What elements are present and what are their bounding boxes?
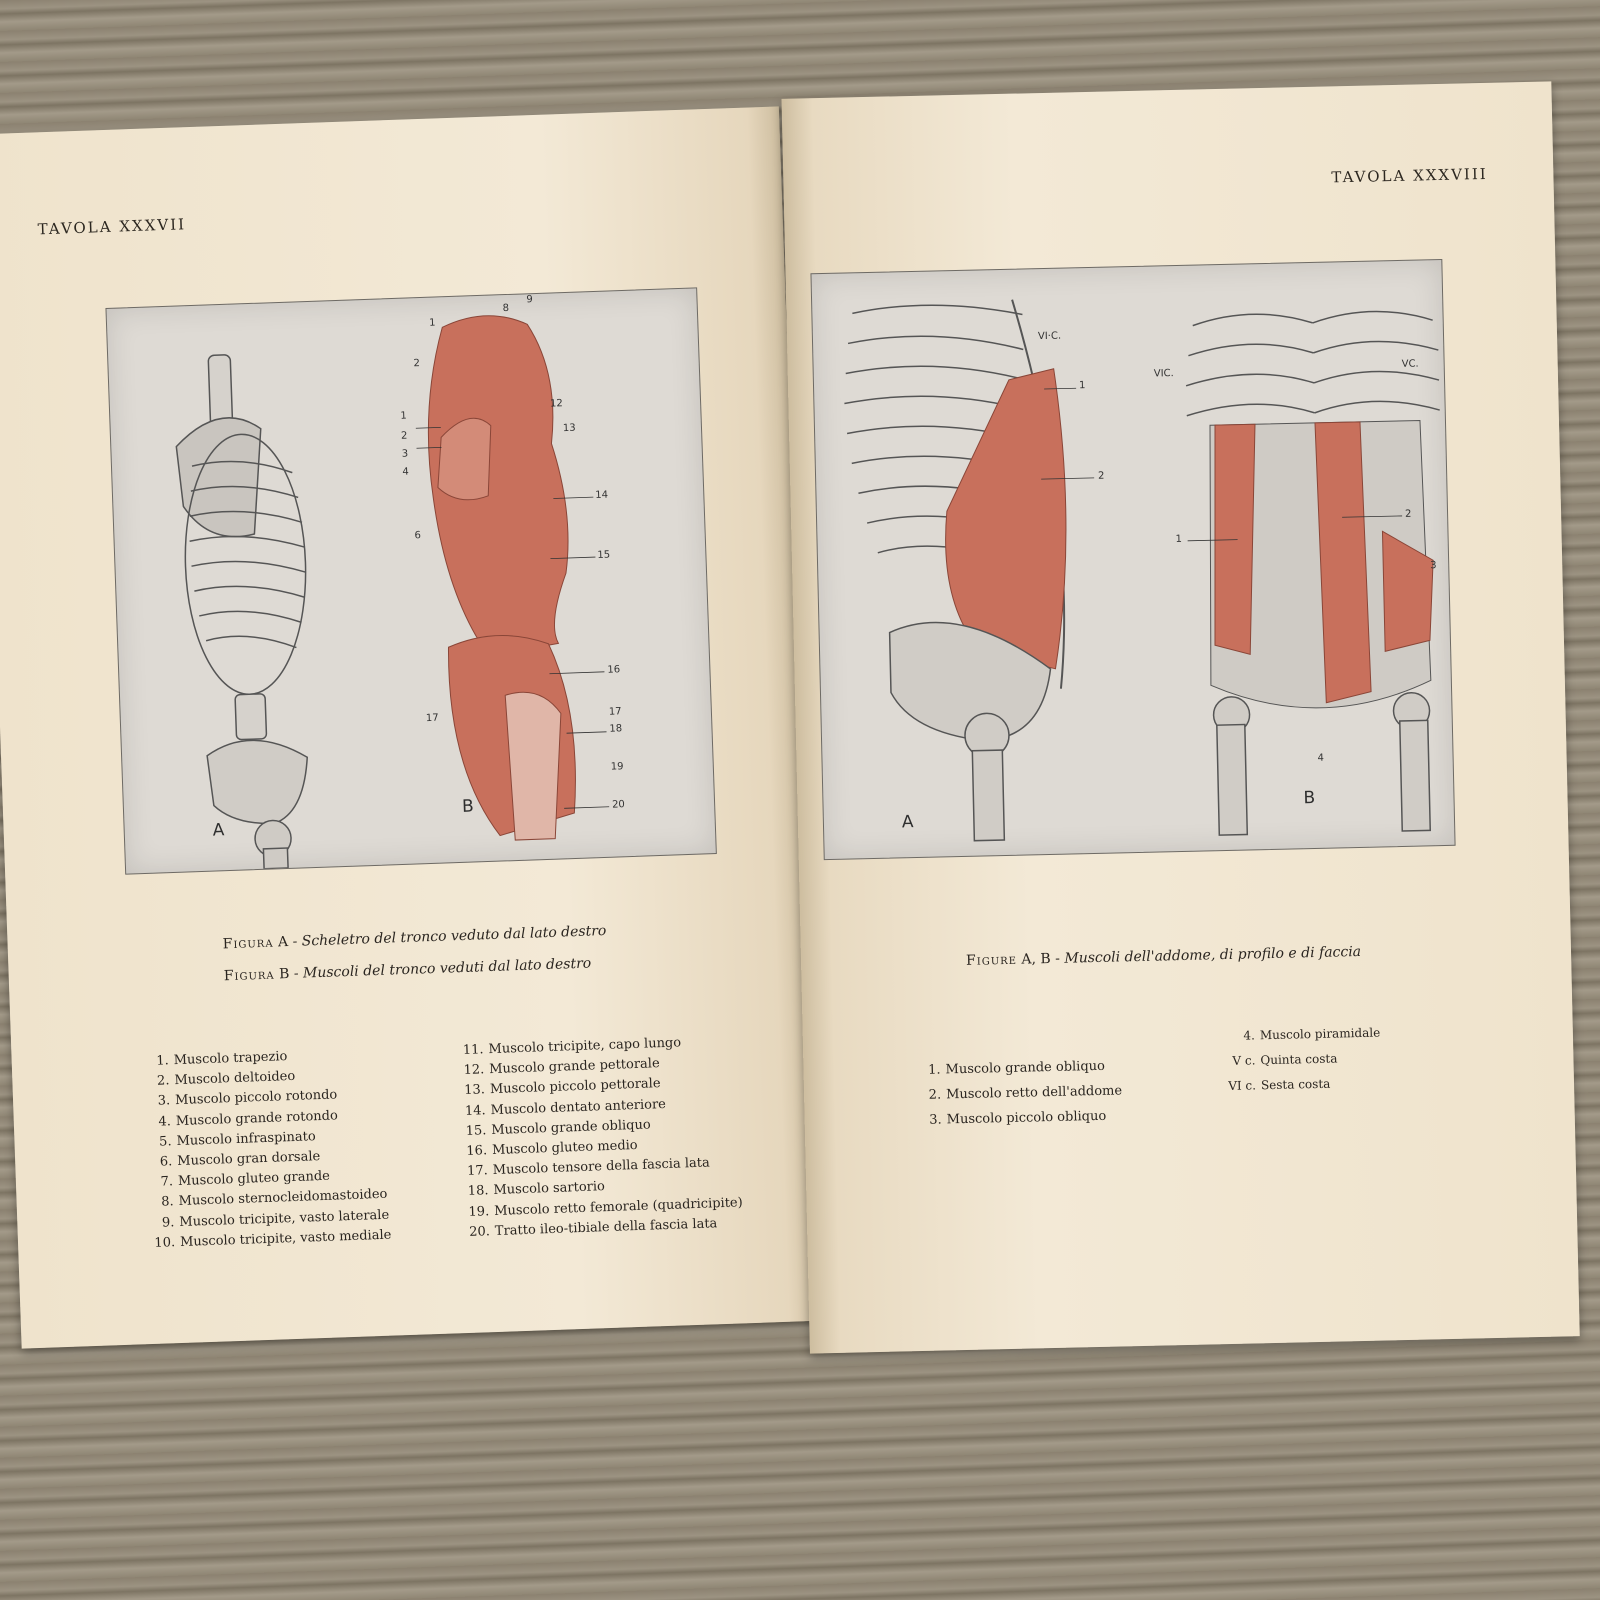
caption-sep: - <box>292 933 298 950</box>
callout-label: 2 <box>1404 508 1412 520</box>
legend-item: 3. Muscolo piccolo obliquo <box>929 1108 1107 1128</box>
legend-column-1 <box>146 1044 391 1254</box>
legend-item: 16. Muscolo gluteo medio <box>466 1137 638 1159</box>
caption-label: Figure <box>965 951 1018 969</box>
legend-item: 10. Muscolo tricipite, vasto mediale <box>154 1227 392 1251</box>
callout-label: VIC. <box>1153 368 1174 380</box>
skeleton-trunk-illustration <box>106 288 715 873</box>
running-head-left: TAVOLA XXXVII <box>37 215 187 239</box>
legend-item: 11. Muscolo tricipite, capo lungo <box>462 1035 682 1059</box>
caption-figures-ab <box>966 944 1361 969</box>
legend-item: VI c. Sesta costa <box>1228 1076 1331 1094</box>
legend-item: 18. Muscolo sartorio <box>467 1179 606 1200</box>
legend-item: 15. Muscolo grande obliquo <box>465 1117 651 1139</box>
figure-letter-a: A <box>901 812 914 833</box>
callout-label: VI·C. <box>1037 330 1062 343</box>
legend-item: 13. Muscolo piccolo pettorale <box>464 1076 661 1099</box>
caption-letter: A <box>277 934 289 951</box>
callout-label: 20 <box>611 799 626 811</box>
callout-label: 4 <box>402 466 409 478</box>
legend-item: 4. Muscolo grande rotondo <box>158 1108 339 1130</box>
figure-letter-a: A <box>212 820 225 841</box>
callout-label: 1 <box>428 317 436 329</box>
callout-label: 8 <box>502 302 510 315</box>
legend-item: 17. Muscolo tensore della fascia lata <box>466 1155 710 1180</box>
legend-column-1 <box>918 1053 1123 1133</box>
caption-text: Muscoli dell'addome, di profilo e di faccia <box>1064 943 1362 967</box>
caption-sep: - <box>293 965 299 982</box>
callout-label: VC. <box>1401 358 1419 370</box>
callout-label: 15 <box>597 549 611 562</box>
legend-item: V c. Quinta costa <box>1232 1051 1338 1068</box>
plate-left <box>105 287 716 874</box>
callout-label: 6 <box>414 530 422 542</box>
legend-item: 9. Muscolo tricipite, vasto laterale <box>161 1207 390 1231</box>
legend-item: 14. Muscolo dentato anteriore <box>464 1096 667 1119</box>
figure-letter-b: B <box>1303 787 1316 809</box>
caption-text: Scheletro del tronco veduto dal lato destro <box>301 922 607 950</box>
callout-label: 1 <box>1078 380 1086 392</box>
caption-figure-b <box>224 955 592 984</box>
callout-label: 17 <box>425 712 439 725</box>
callout-label: 16 <box>607 664 621 676</box>
legend-item: 20. Tratto ileo-tibiale della fascia lata <box>468 1216 718 1240</box>
callout-label: 9 <box>526 294 533 306</box>
legend-item: 6. Muscolo gran dorsale <box>159 1149 321 1170</box>
caption-label: Figura <box>223 966 275 985</box>
caption-letter: B <box>278 966 290 983</box>
running-head-right: TAVOLA XXXVIII <box>1331 164 1488 187</box>
legend-item: 5. Muscolo infraspinato <box>158 1129 316 1150</box>
legend-item: 1. Muscolo trapezio <box>156 1049 288 1069</box>
callout-label: 13 <box>562 422 576 435</box>
caption-figure-a <box>222 923 606 952</box>
callout-label: 12 <box>549 398 563 410</box>
callout-label: 18 <box>609 723 623 735</box>
caption-text: Muscoli del tronco veduti dal lato destro <box>302 955 592 982</box>
caption-label: Figura <box>222 934 274 953</box>
figure-letter-b: B <box>461 796 475 817</box>
plate-right <box>810 259 1455 860</box>
legend-item: 2. Muscolo deltoideo <box>156 1069 296 1089</box>
legend-item: 8. Muscolo sternocleidomastoideo <box>161 1187 388 1211</box>
callout-label: 14 <box>595 489 609 502</box>
callout-label: 4 <box>1317 752 1325 764</box>
legend-item: 7. Muscolo gluteo grande <box>160 1168 331 1190</box>
legend-item: 4. Muscolo piramidale <box>1243 1025 1381 1043</box>
legend-column-2 <box>1223 1021 1382 1100</box>
abdominal-muscles-illustration <box>811 260 1454 859</box>
callout-label: 19 <box>610 761 624 773</box>
legend-item: 19. Muscolo retto femorale (quadricipite) <box>468 1194 743 1220</box>
callout-label: 1 <box>1175 533 1183 546</box>
callout-label: 2 <box>1098 470 1105 482</box>
legend-item: 2. Muscolo retto dell'addome <box>928 1083 1123 1103</box>
callout-label: 2 <box>413 358 421 370</box>
left-page <box>0 106 821 1348</box>
legend-item: 3. Muscolo piccolo rotondo <box>157 1087 338 1110</box>
caption-sep: - <box>1055 950 1061 967</box>
callout-label: 3 <box>1430 560 1437 572</box>
legend-item: 12. Muscolo grande pettorale <box>463 1056 660 1079</box>
legend-column-2 <box>461 1031 744 1243</box>
callout-label: 17 <box>608 706 622 718</box>
right-page <box>781 81 1579 1353</box>
callout-label: 1 <box>400 410 407 422</box>
legend-item: 1. Muscolo grande obliquo <box>927 1058 1106 1078</box>
callout-label: 2 <box>400 430 408 442</box>
callout-label: 3 <box>401 448 409 460</box>
caption-letters: A, B <box>1021 951 1051 968</box>
